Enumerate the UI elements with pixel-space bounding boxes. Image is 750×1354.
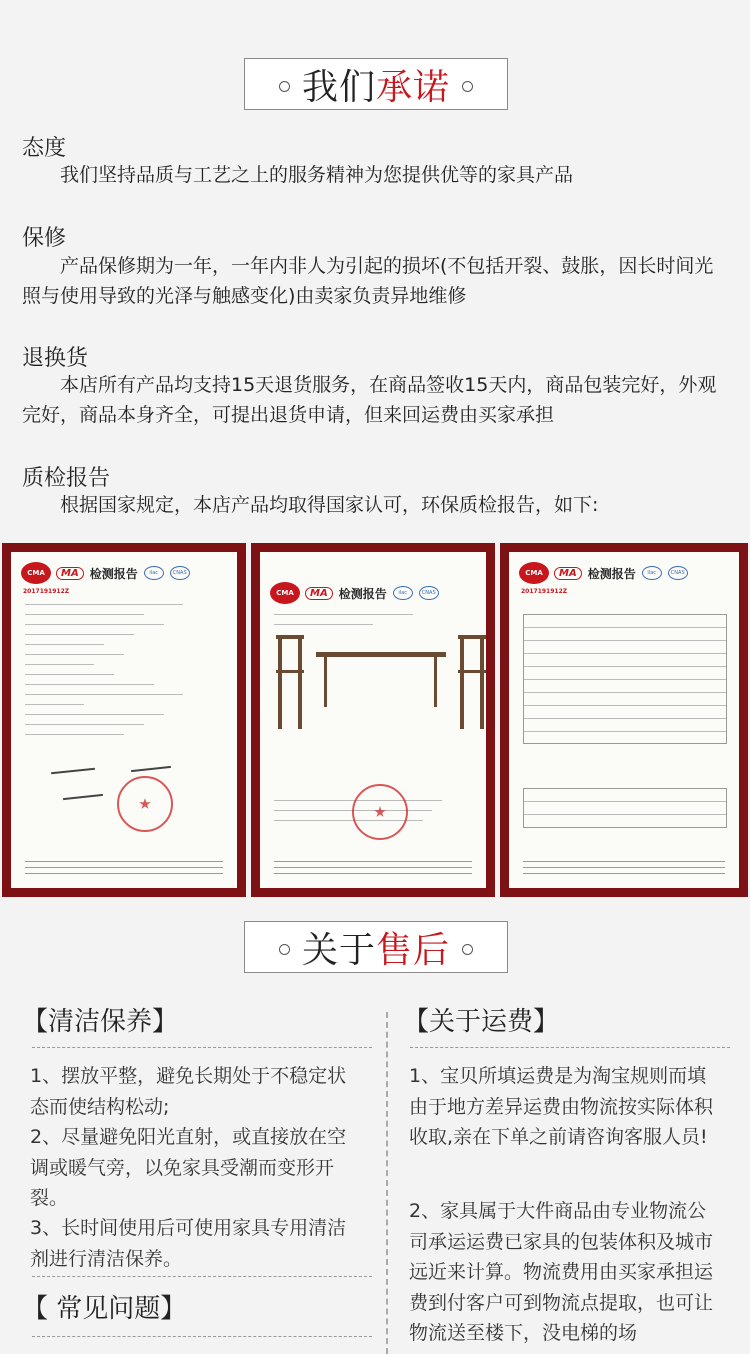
certificate-footer: [523, 856, 725, 874]
faq-heading: 【 常见问题】: [22, 1294, 187, 1324]
ilac-icon: ilac: [642, 566, 662, 580]
shipping-heading: 【关于运费】: [403, 1007, 560, 1037]
red-stamp-seal: [352, 784, 408, 840]
column-divider: [386, 1012, 388, 1354]
section-heading-inspection: 质检报告: [22, 466, 111, 491]
cleaning-item-3: 3、长时间使用后可使用家具专用清洁剂进行清洁保养。: [30, 1217, 347, 1270]
certificate-1[interactable]: [2, 543, 246, 897]
circle-icon: [279, 944, 290, 955]
certificate-footer: [25, 856, 223, 874]
test-results-table: [523, 788, 727, 828]
cleaning-item-2: 2、尽量避免阳光直射，或直接放在空调或暖气旁，以免家具受潮而变形开裂。: [30, 1126, 347, 1209]
ilac-icon: ilac: [144, 566, 164, 580]
shipping-item-1: 1、宝贝所填运费是为淘宝规则而填由于地方差异运费由物流按实际体积收取,亲在下单之前请咨询客服人员!: [409, 1065, 714, 1148]
ma-badge: MA: [554, 567, 582, 580]
furniture-photo: [276, 630, 486, 740]
certificate-title: 检测报告: [338, 586, 387, 601]
promise-title-black: 我们: [301, 66, 376, 108]
circle-icon: [462, 81, 473, 92]
certificate-3[interactable]: [500, 543, 748, 897]
cma-logo-icon: CMA: [519, 562, 549, 584]
section-heading-attitude: 态度: [22, 136, 67, 161]
certificate-title: 检测报告: [89, 566, 138, 581]
cnas-icon: CNAS: [668, 566, 688, 580]
dashed-divider: [410, 1047, 730, 1048]
shipping-item-2: 2、家具属于大件商品由专业物流公司承运运费已家具的包装体积及城市远近来计算。物流费用由买家承担运费到付客户可到物流点提取，也可让物流送至楼下，没电梯的场: [409, 1200, 714, 1344]
certificate-code: 2017191912Z: [521, 588, 568, 595]
cma-logo-icon: CMA: [21, 562, 51, 584]
dashed-divider: [32, 1336, 372, 1337]
dashed-divider: [32, 1047, 372, 1048]
circle-icon: [462, 944, 473, 955]
ma-badge: MA: [305, 587, 333, 600]
ma-badge: MA: [56, 567, 84, 580]
certificate-text-lines: [25, 604, 223, 744]
section-body-warranty: 产品保修期为一年，一年内非人为引起的损坏(不包括开裂、鼓胀，因长时间光照与使用导致的光泽与触感变化)由卖家负责异地维修: [22, 255, 714, 307]
certificate-2[interactable]: [251, 543, 495, 897]
after-sales-title-black: 关于: [301, 929, 376, 971]
certificate-gallery: [0, 543, 750, 897]
section-body-inspection: 根据国家规定，本店产品均取得国家认可，环保质检报告，如下:: [60, 494, 599, 516]
certificate-title: 检测报告: [587, 566, 636, 581]
certificate-footer: [274, 856, 472, 874]
signature-image: [63, 794, 103, 800]
cleaning-heading: 【清洁保养】: [22, 1007, 179, 1037]
certificate-code: 2017191912Z: [23, 588, 70, 595]
cma-logo-icon: CMA: [270, 582, 300, 604]
section-heading-returns: 退换货: [22, 346, 89, 371]
test-results-table: [523, 614, 727, 744]
signature-image: [131, 766, 171, 772]
cnas-icon: CNAS: [170, 566, 190, 580]
signature-image: [51, 768, 95, 775]
after-sales-title: [244, 921, 508, 973]
dashed-divider: [32, 1276, 372, 1277]
circle-icon: [279, 81, 290, 92]
after-sales-title-red: 售后: [376, 929, 451, 971]
promise-title: [244, 58, 508, 110]
section-body-attitude: 我们坚持品质与工艺之上的服务精神为您提供优等的家具产品: [60, 164, 574, 186]
red-stamp-seal: [117, 776, 173, 832]
section-body-returns: 本店所有产品均支持15天退货服务，在商品签收15天内，商品包装完好，外观完好，商品本身齐全，可提出退货申请，但来回运费由买家承担: [22, 374, 717, 426]
ilac-icon: ilac: [393, 586, 413, 600]
cnas-icon: CNAS: [419, 586, 439, 600]
cleaning-item-1: 1、摆放平整，避免长期处于不稳定状态而使结构松动;: [30, 1065, 347, 1118]
section-heading-warranty: 保修: [22, 226, 67, 251]
promise-title-red: 承诺: [376, 66, 451, 108]
